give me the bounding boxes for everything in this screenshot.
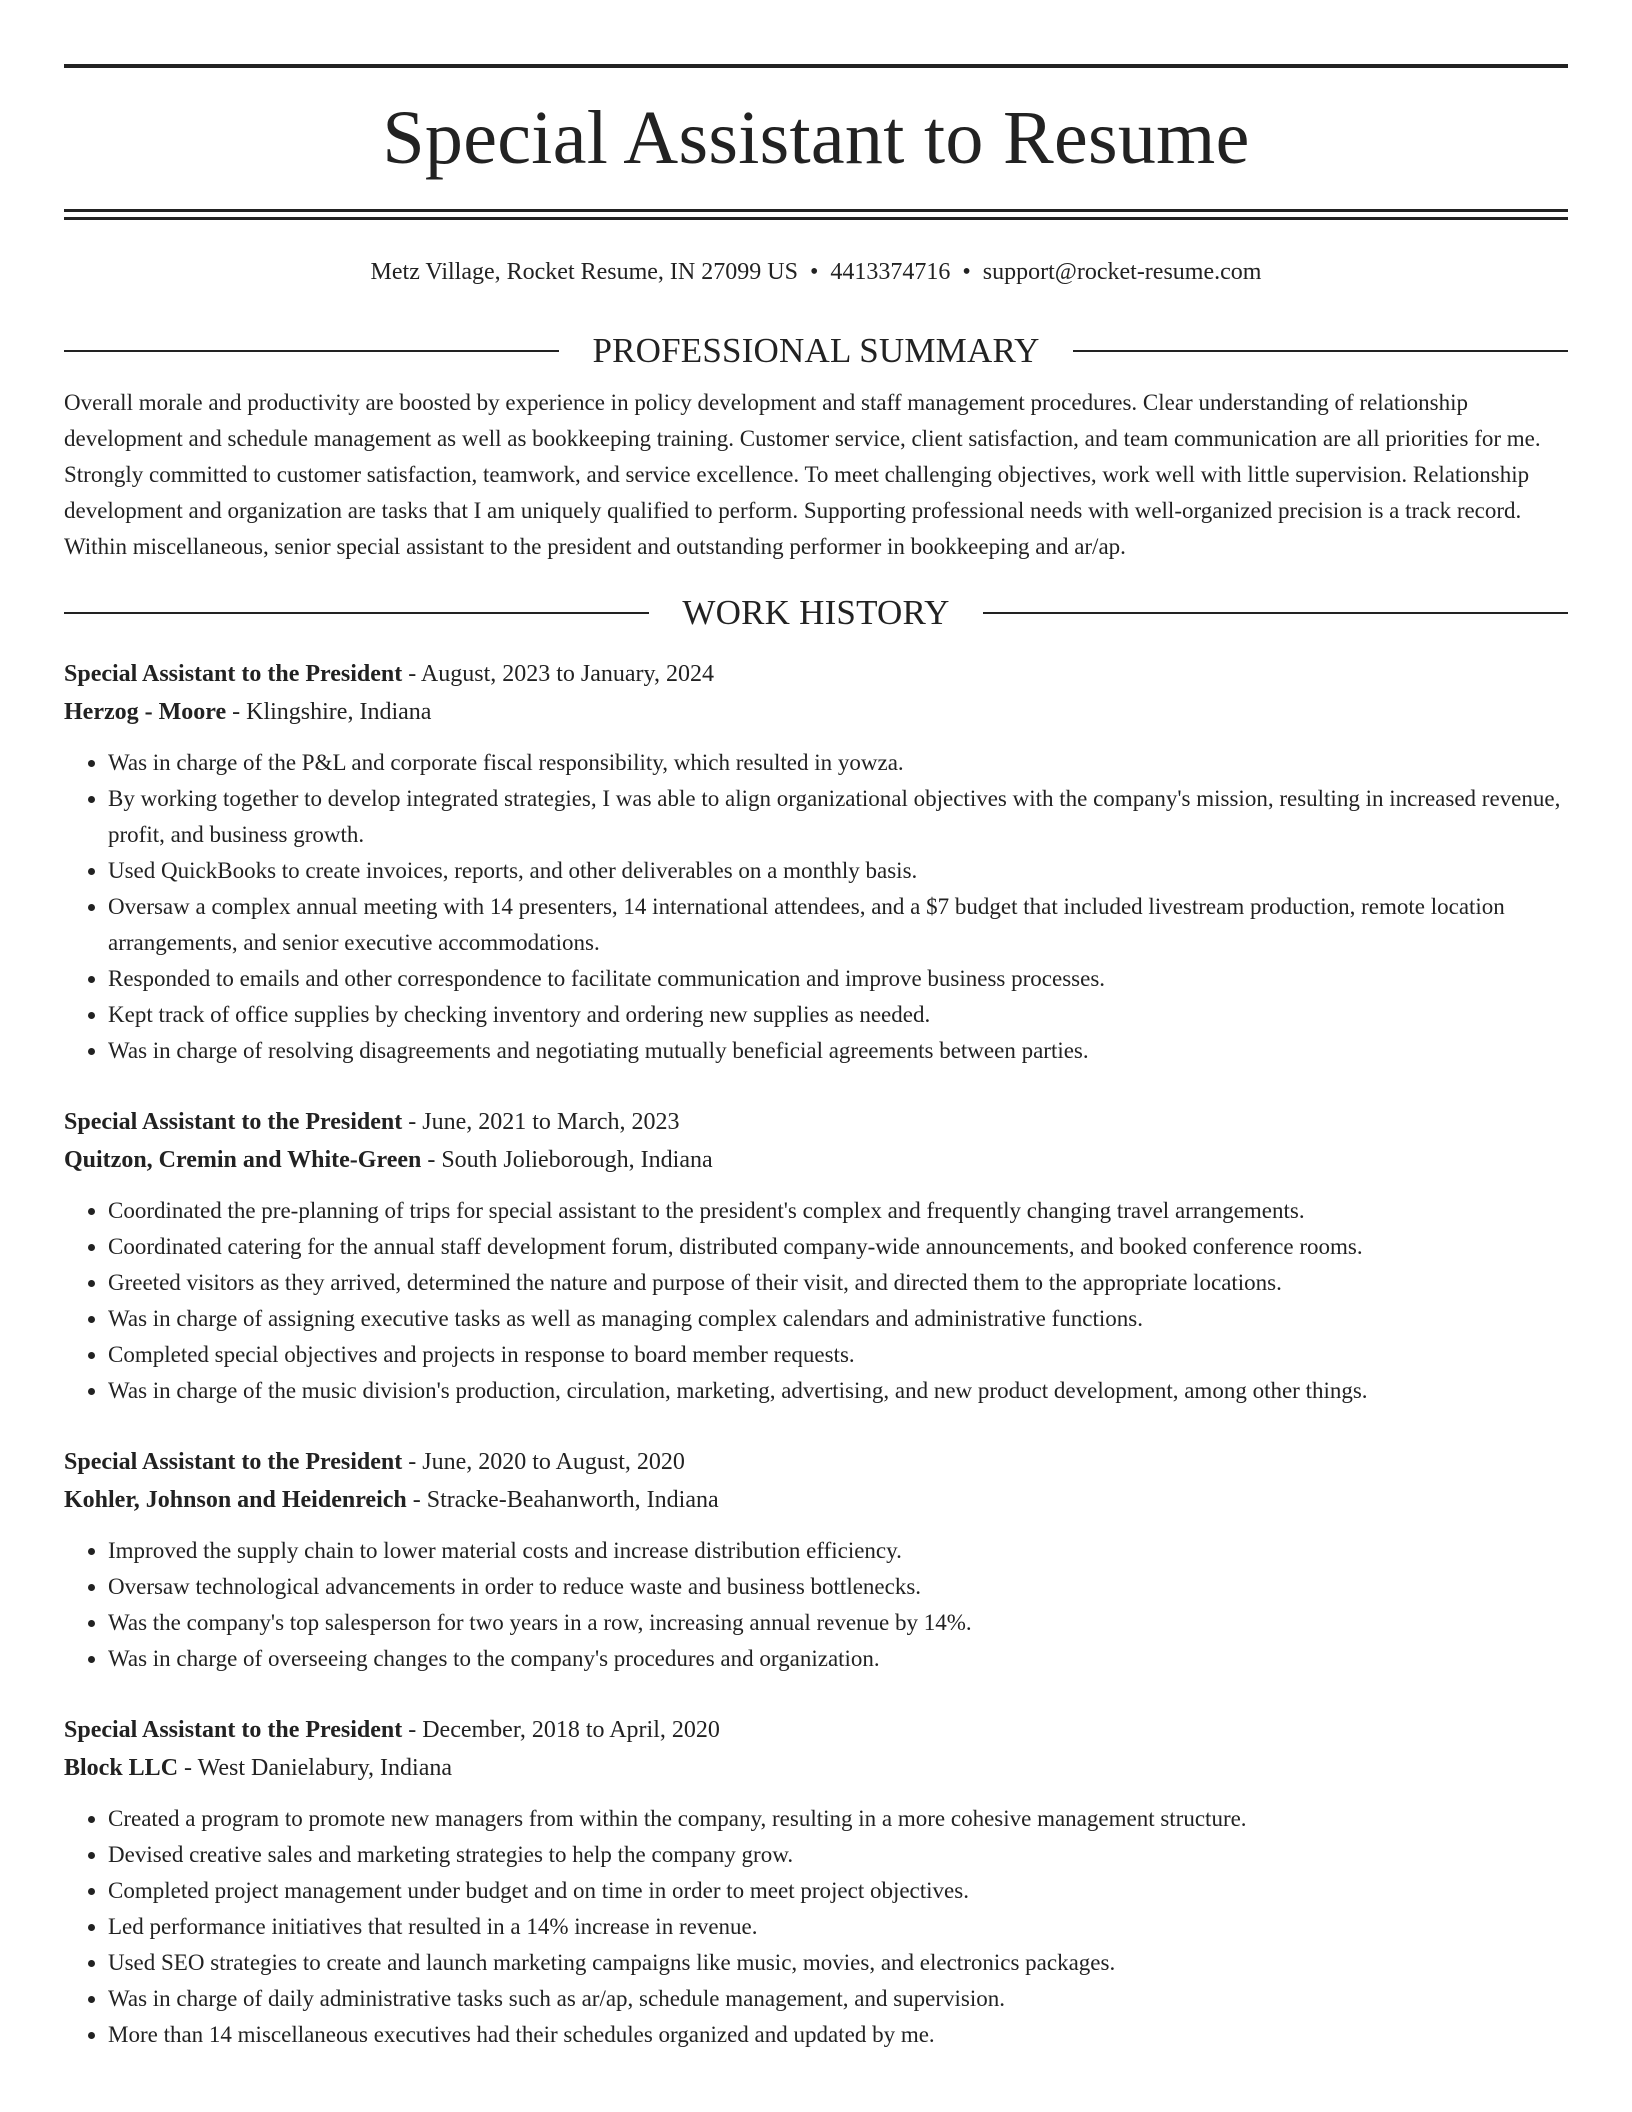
job-company: Kohler, Johnson and Heidenreich [64,1487,407,1513]
job-bullet: • Was in charge of overseeing changes to the company's procedures and organization. [108,1641,1568,1677]
job-title-line [64,1443,1568,1481]
job-company-line [64,1749,1568,1787]
job-bullets [64,1533,1568,1677]
job-bullet: • Was the company's top salesperson for two years in a row, increasing annual revenue by 14%. [108,1605,1568,1641]
job-entry [64,1443,1568,1677]
job-dates: - August, 2023 to January, 2024 [402,661,714,687]
top-rule [64,64,1568,68]
summary-text: Overall morale and productivity are boosted by experience in policy development and staff management procedures. Clear understanding of relationship development and schedule management as well as bookkeeping training. Customer service, client satisfaction, and team communication are all priorities for me. Strongly committed to customer satisfaction, teamwork, and service excellence. To meet challenging objectives, work well with little supervision. Relationship development and organization are tasks that I am uniquely qualified to perform. Supporting professional needs with well-organized precision is a track record. Within miscellaneous, senior special assistant to the president and outstanding performer in bookkeeping and ar/ap. [64,390,1541,559]
job-title: Special Assistant to the President [64,1717,403,1743]
job-bullet: • Used QuickBooks to create invoices, reports, and other deliverables on a monthly basis. [108,853,1568,889]
job-dates: - December, 2018 to April, 2020 [402,1717,720,1743]
resume-title: Special Assistant to Resume [382,96,1250,180]
resume-page [64,64,1568,2053]
contact-address: Metz Village, Rocket Resume, IN 27099 US [370,259,798,285]
job-bullet: • Kept track of office supplies by checking inventory and ordering new supplies as needed. [108,997,1568,1033]
job-bullet: • Responded to emails and other correspondence to facilitate communication and improve business processes. [108,961,1568,997]
job-company: Quitzon, Cremin and White-Green [64,1147,422,1173]
job-company-line [64,1481,1568,1519]
work-history-list [64,655,1568,2053]
job-bullets [64,1801,1568,2053]
section-rule-right [1073,350,1568,352]
contact-phone: 4413374716 [830,259,951,285]
job-bullet: • Greeted visitors as they arrived, determined the nature and purpose of their visit, and directed them to the appropriate locations. [108,1265,1568,1301]
job-bullet: • Coordinated the pre-planning of trips for special assistant to the president's complex and frequently changing travel arrangements. [108,1193,1568,1229]
contact-line [64,258,1568,286]
job-entry [64,1711,1568,2053]
job-bullet: • Was in charge of daily administrative tasks such as ar/ap, schedule management, and supervision. [108,1981,1568,2017]
job-bullet: • Oversaw a complex annual meeting with 14 presenters, 14 international attendees, and a $7 budget that included livestream production, remote location arrangements, and senior executive accommodations. [108,889,1568,961]
contact-separator: • [809,259,819,285]
title-double-rule [64,209,1568,220]
job-bullet: • Was in charge of the P&L and corporate fiscal responsibility, which resulted in yowza. [108,745,1568,781]
section-title: WORK HISTORY [682,593,950,632]
job-title-line [64,1103,1568,1141]
section-rule-left [64,350,559,352]
job-entry [64,1103,1568,1409]
job-bullet: • Was in charge of assigning executive tasks as well as managing complex calendars and administrative functions. [108,1301,1568,1337]
section-heading-work [64,593,1568,633]
job-bullet: • By working together to develop integrated strategies, I was able to align organizational objectives with the company's mission, resulting in increased revenue, profit, and business growth. [108,781,1568,853]
job-title-line [64,1711,1568,1749]
job-bullet: • More than 14 miscellaneous executives had their schedules organized and updated by me. [108,2017,1568,2053]
section-rule-left [64,612,649,614]
job-bullet: • Was in charge of the music division's production, circulation, marketing, advertising, and new product development, among other things. [108,1373,1568,1409]
job-title-line [64,655,1568,693]
job-company: Herzog - Moore [64,699,227,725]
contact-separator: • [962,259,971,285]
job-bullet: • Improved the supply chain to lower material costs and increase distribution efficiency. [108,1533,1568,1569]
job-company-line [64,693,1568,731]
job-bullet: • Coordinated catering for the annual staff development forum, distributed company-wide announcements, and booked conference rooms. [108,1229,1568,1265]
job-bullet: • Used SEO strategies to create and launch marketing campaigns like music, movies, and electronics packages. [108,1945,1568,1981]
section-title: PROFESSIONAL SUMMARY [592,331,1040,370]
job-entry [64,655,1568,1069]
contact-email: support@rocket-resume.com [982,259,1262,285]
job-dates: - June, 2021 to March, 2023 [402,1109,680,1135]
job-location: - West Danielabury, Indiana [178,1755,453,1781]
job-location: - South Jolieborough, Indiana [421,1147,713,1173]
job-title: Special Assistant to the President [64,661,403,687]
job-company: Block LLC [64,1755,179,1781]
job-bullet: • Completed project management under budget and on time in order to meet project objectives. [108,1873,1568,1909]
job-title: Special Assistant to the President [64,1109,403,1135]
job-title: Special Assistant to the President [64,1449,403,1475]
job-bullets [64,1193,1568,1409]
job-bullet: • Completed special objectives and projects in response to board member requests. [108,1337,1568,1373]
job-bullet: • Led performance initiatives that resulted in a 14% increase in revenue. [108,1909,1568,1945]
job-bullets [64,745,1568,1069]
job-location: - Stracke-Beahanworth, Indiana [406,1487,719,1513]
job-company-line [64,1141,1568,1179]
job-bullet: • Devised creative sales and marketing strategies to help the company grow. [108,1837,1568,1873]
section-heading-summary [64,331,1568,371]
job-location: - Klingshire, Indiana [226,699,432,725]
job-bullet: • Oversaw technological advancements in order to reduce waste and business bottlenecks. [108,1569,1568,1605]
job-bullet: • Was in charge of resolving disagreements and negotiating mutually beneficial agreements between parties. [108,1033,1568,1069]
job-dates: - June, 2020 to August, 2020 [402,1449,685,1475]
job-bullet: • Created a program to promote new managers from within the company, resulting in a more cohesive management structure. [108,1801,1568,1837]
section-rule-right [983,612,1568,614]
